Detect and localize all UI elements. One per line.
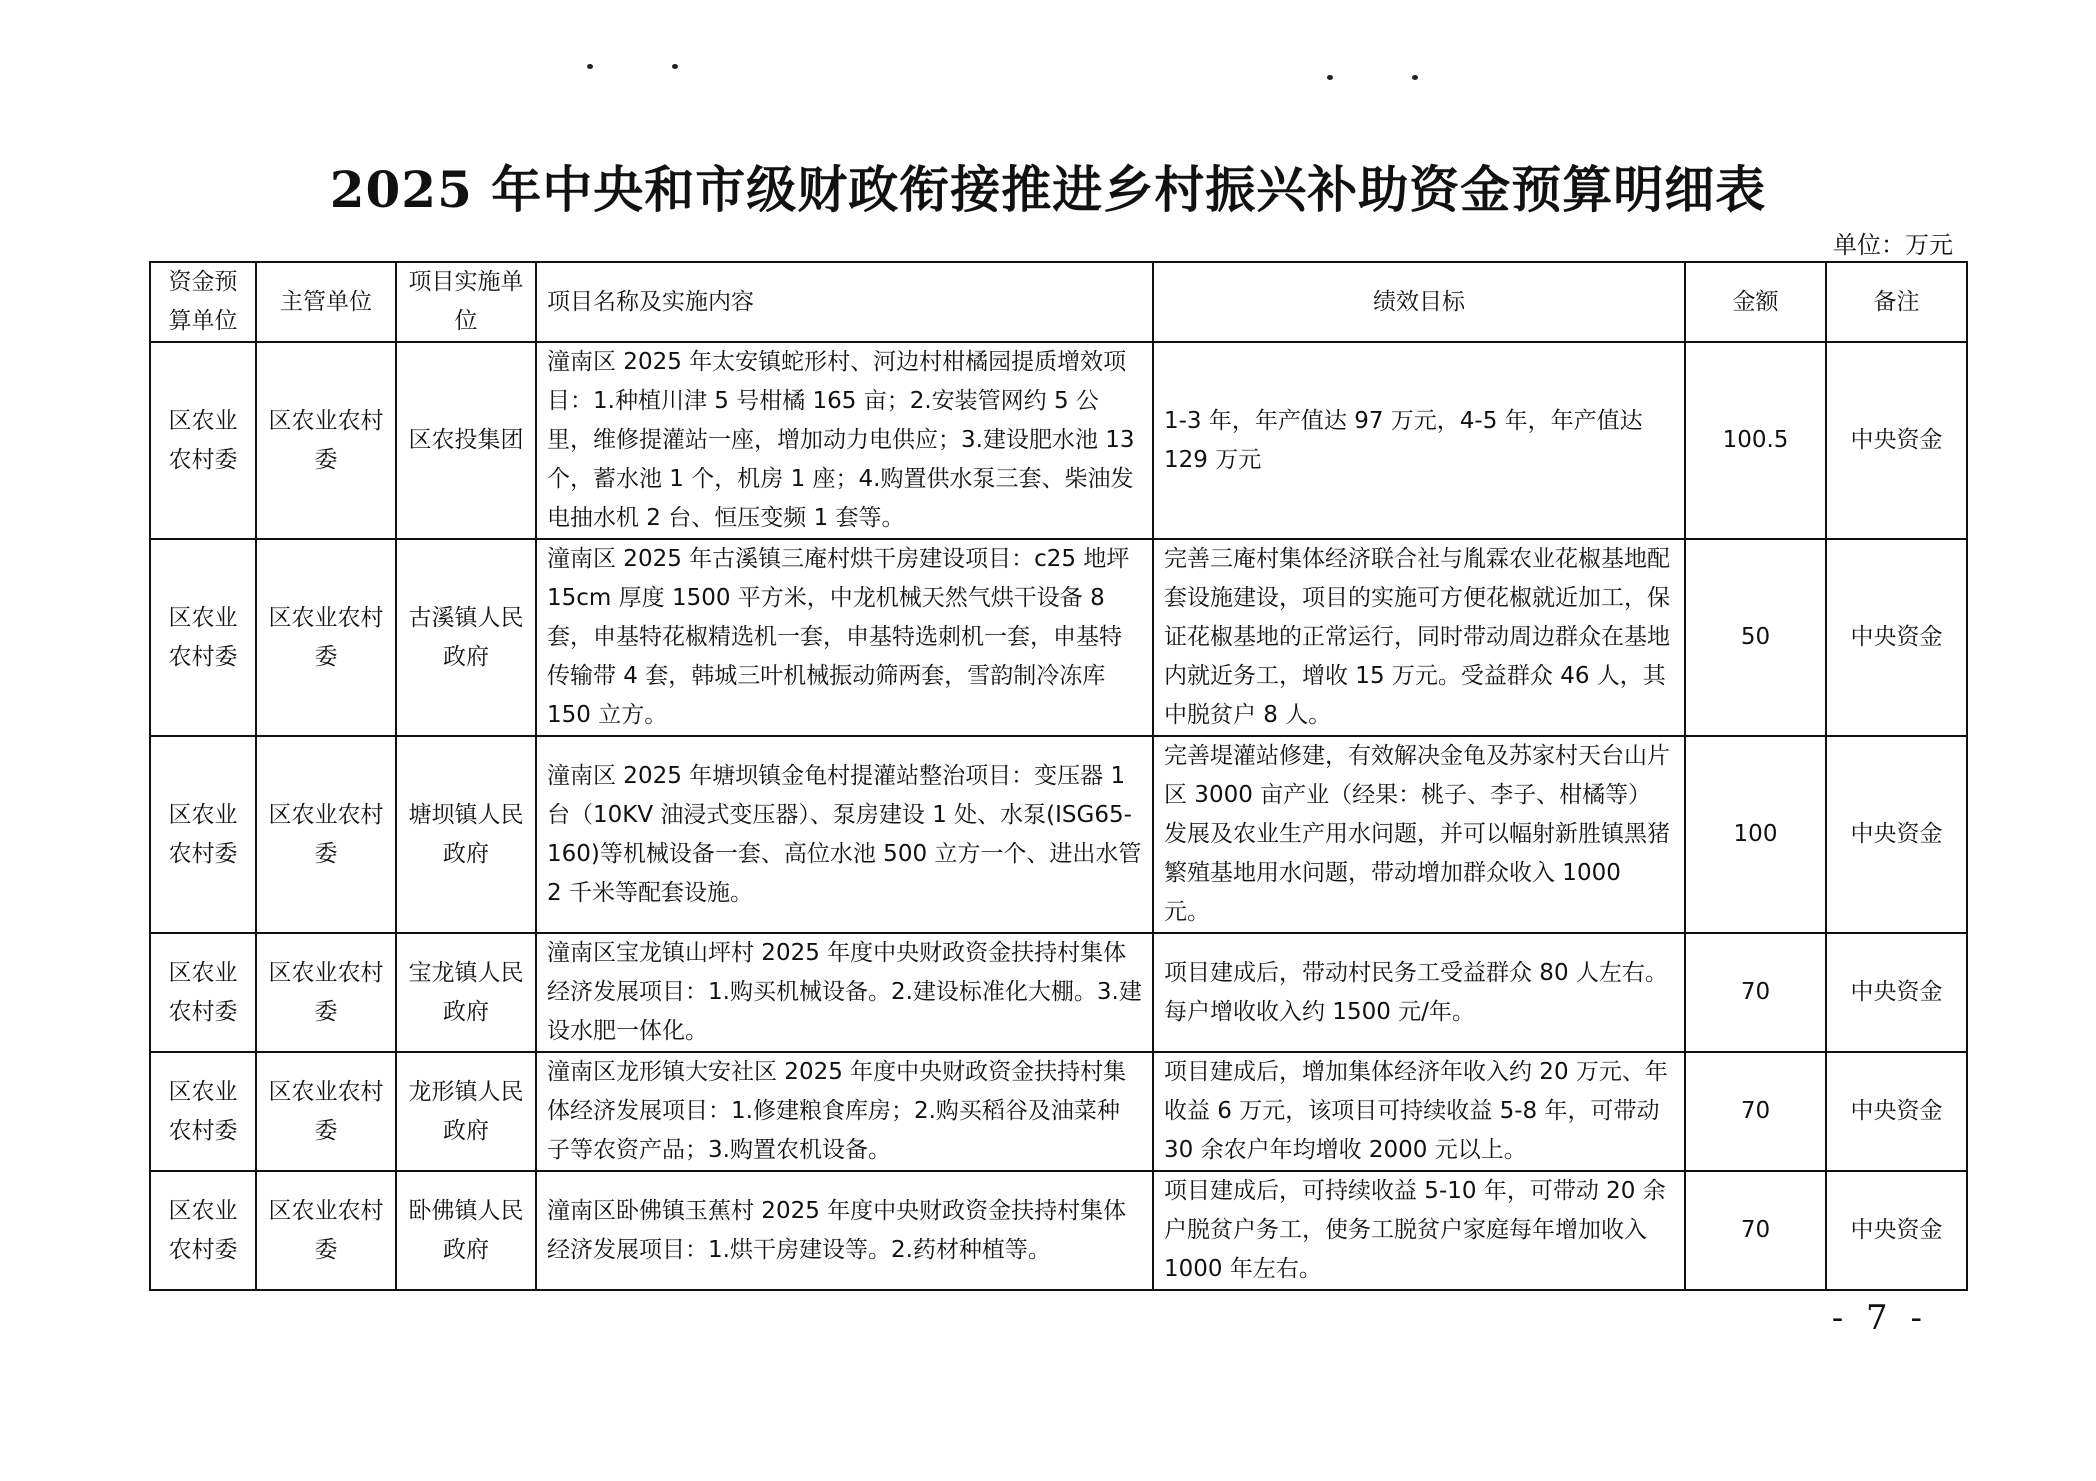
- table-row: [150, 736, 1967, 933]
- table-row: [150, 539, 1967, 736]
- cell-content: 潼南区 2025 年塘坝镇金龟村提灌站整治项目：变压器 1 台（10KV 油浸式变压器）、泵房建设 1 处、水泵(ISG65-160)等机械设备一套、高位水池 500 立方一个、进出水管 2 千米等配套设施。: [536, 736, 1153, 933]
- scan-speck: [587, 64, 593, 69]
- scan-speck: [1412, 75, 1418, 80]
- cell-note: 中央资金: [1826, 736, 1967, 933]
- cell-content: 潼南区卧佛镇玉蕉村 2025 年度中央财政资金扶持村集体经济发展项目：1.烘干房建设等。2.药材种植等。: [536, 1171, 1153, 1290]
- cell-amount: 50: [1685, 539, 1826, 736]
- cell-amount: 100.5: [1685, 342, 1826, 539]
- scan-speck: [672, 64, 678, 69]
- cell-dept: 区农业农村委: [256, 342, 396, 539]
- cell-goal: 项目建成后，可持续收益 5-10 年，可带动 20 余户脱贫户务工，使务工脱贫户家庭每年增加收入 1000 年左右。: [1153, 1171, 1685, 1290]
- cell-note: 中央资金: [1826, 933, 1967, 1052]
- cell-goal: 1-3 年，年产值达 97 万元，4-5 年，年产值达 129 万元: [1153, 342, 1685, 539]
- cell-budget-unit: 区农业农村委: [150, 933, 256, 1052]
- cell-impl: 区农投集团: [396, 342, 536, 539]
- cell-goal: 项目建成后，带动村民务工受益群众 80 人左右。每户增收收入约 1500 元/年。: [1153, 933, 1685, 1052]
- cell-goal: 完善三庵村集体经济联合社与胤霖农业花椒基地配套设施建设，项目的实施可方便花椒就近加工，保证花椒基地的正常运行，同时带动周边群众在基地内就近务工，增收 15 万元。受益群众 46 人，其中脱贫户 8 人。: [1153, 539, 1685, 736]
- cell-amount: 70: [1685, 1171, 1826, 1290]
- header-budget-unit: 资金预算单位: [150, 262, 256, 342]
- header-goal: 绩效目标: [1153, 262, 1685, 342]
- cell-amount: 70: [1685, 1052, 1826, 1171]
- cell-budget-unit: 区农业农村委: [150, 342, 256, 539]
- cell-dept: 区农业农村委: [256, 933, 396, 1052]
- cell-amount: 100: [1685, 736, 1826, 933]
- document-title: 2025 年中央和市级财政衔接推进乡村振兴补助资金预算明细表: [329, 160, 1767, 219]
- cell-dept: 区农业农村委: [256, 736, 396, 933]
- budget-table: [149, 261, 1968, 1291]
- unit-label: 单位：万元: [1833, 231, 1953, 259]
- cell-content: 潼南区宝龙镇山坪村 2025 年度中央财政资金扶持村集体经济发展项目：1.购买机械设备。2.建设标准化大棚。3.建设水肥一体化。: [536, 933, 1153, 1052]
- header-note: 备注: [1826, 262, 1967, 342]
- table-row: [150, 933, 1967, 1052]
- table-row: [150, 1052, 1967, 1171]
- header-amount: 金额: [1685, 262, 1826, 342]
- header-impl: 项目实施单位: [396, 262, 536, 342]
- cell-budget-unit: 区农业农村委: [150, 1052, 256, 1171]
- cell-impl: 古溪镇人民政府: [396, 539, 536, 736]
- cell-dept: 区农业农村委: [256, 1052, 396, 1171]
- header-content: 项目名称及实施内容: [536, 262, 1153, 342]
- cell-note: 中央资金: [1826, 539, 1967, 736]
- cell-impl: 龙形镇人民政府: [396, 1052, 536, 1171]
- cell-budget-unit: 区农业农村委: [150, 736, 256, 933]
- cell-content: 潼南区 2025 年古溪镇三庵村烘干房建设项目：c25 地坪 15cm 厚度 1500 平方米，中龙机械天然气烘干设备 8 套，申基特花椒精选机一套，申基特选刺机一套，申基特传输带 4 套，韩城三叶机械振动筛两套，雪韵制冷冻库 150 立方。: [536, 539, 1153, 736]
- header-dept: 主管单位: [256, 262, 396, 342]
- cell-dept: 区农业农村委: [256, 1171, 396, 1290]
- cell-budget-unit: 区农业农村委: [150, 1171, 256, 1290]
- cell-budget-unit: 区农业农村委: [150, 539, 256, 736]
- cell-content: 潼南区 2025 年太安镇蛇形村、河边村柑橘园提质增效项目：1.种植川津 5 号柑橘 165 亩；2.安装管网约 5 公里，维修提灌站一座，增加动力电供应；3.建设肥水池 13 个，蓄水池 1 个，机房 1 座；4.购置供水泵三套、柴油发电抽水机 2 台、恒压变频 1 套等。: [536, 342, 1153, 539]
- cell-note: 中央资金: [1826, 342, 1967, 539]
- scan-speck: [1327, 75, 1333, 80]
- cell-note: 中央资金: [1826, 1052, 1967, 1171]
- cell-dept: 区农业农村委: [256, 539, 396, 736]
- cell-goal: 项目建成后，增加集体经济年收入约 20 万元、年收益 6 万元，该项目可持续收益 5-8 年，可带动 30 余农户年均增收 2000 元以上。: [1153, 1052, 1685, 1171]
- table-header-row: [150, 262, 1967, 342]
- table-row: [150, 1171, 1967, 1290]
- cell-impl: 塘坝镇人民政府: [396, 736, 536, 933]
- page-number: - 7 -: [1831, 1298, 1928, 1338]
- cell-impl: 宝龙镇人民政府: [396, 933, 536, 1052]
- cell-content: 潼南区龙形镇大安社区 2025 年度中央财政资金扶持村集体经济发展项目：1.修建粮食库房；2.购买稻谷及油菜种子等农资产品；3.购置农机设备。: [536, 1052, 1153, 1171]
- cell-amount: 70: [1685, 933, 1826, 1052]
- table-row: [150, 342, 1967, 539]
- cell-goal: 完善堤灌站修建，有效解决金龟及苏家村天台山片区 3000 亩产业（经果：桃子、李子、柑橘等）发展及农业生产用水问题，并可以幅射新胜镇黑猪繁殖基地用水问题，带动增加群众收入 1000 元。: [1153, 736, 1685, 933]
- cell-impl: 卧佛镇人民政府: [396, 1171, 536, 1290]
- cell-note: 中央资金: [1826, 1171, 1967, 1290]
